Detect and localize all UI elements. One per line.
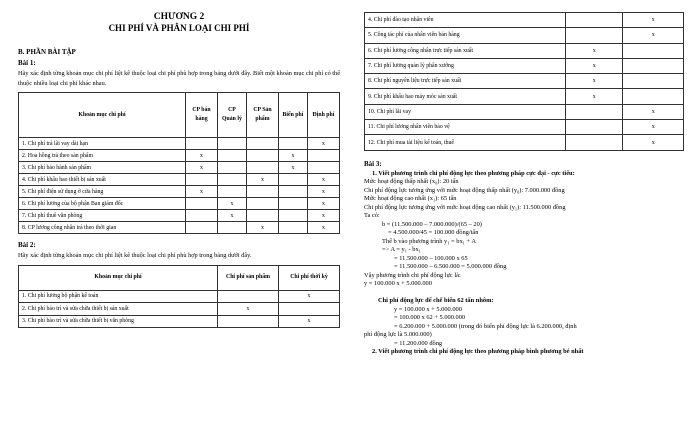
row-label: 7. Chi phí thuê văn phòng — [19, 210, 186, 222]
bai2-heading: Bài 2: — [18, 241, 36, 249]
row-label: 2. Chi phí bảo trì và sửa chữa thiết bị sản xuất — [19, 303, 218, 316]
row-mark — [307, 162, 339, 174]
table-header-cell: CP Sản phẩm — [246, 93, 278, 138]
table-row — [365, 135, 684, 150]
solution-line: Ta có: — [364, 212, 380, 220]
solution-line — [364, 289, 684, 298]
row-mark — [623, 43, 684, 58]
solution-line: Chi phí động lực tương ứng với mức hoạt động cao nhất (y₁): 11.500.000 đồng — [364, 203, 566, 211]
row-mark: x — [307, 222, 339, 234]
row-label: 6. Chi phí lương công nhân trực tiếp sản xuất — [365, 43, 566, 58]
table-header-cell: CP bán hàng — [185, 93, 217, 138]
bai1-text: Hãy xác định từng khoản mục chi phí liệt kê thuộc loại chi phí phù hợp trong bảng dưới đây. Biết một khoản mục chi phí có thể thuộc nhiều loại chi phí khác nhau. — [18, 70, 340, 87]
row-label: 1. Chi phí trả lãi vay dài hạn — [19, 138, 186, 150]
chapter-subtitle: CHI PHÍ VÀ PHÂN LOẠI CHI PHÍ — [108, 23, 250, 33]
row-mark — [279, 186, 308, 198]
table-row — [19, 290, 340, 303]
solution-line: = 11.500.000 – 100.000 x 65 — [394, 254, 468, 262]
row-mark — [623, 89, 684, 104]
row-mark — [218, 138, 247, 150]
table-header-cell: Khoản mục chi phí — [19, 265, 218, 290]
table-row — [19, 198, 340, 210]
row-mark: x — [218, 210, 247, 222]
row-mark: x — [218, 303, 279, 316]
row-mark — [623, 74, 684, 89]
solution-line: = 11.500.000 – 6.500.000 = 5.000.000 đồng — [394, 263, 507, 271]
solution-line: Chi phí động lực tương ứng với mức hoạt động thấp nhất (y₀): 7.000.000 đồng — [364, 186, 565, 194]
row-mark — [279, 303, 340, 316]
bai3-solution — [364, 170, 684, 357]
solution-line: = 4.500.000/45 = 100.000 đồng/tấn — [388, 229, 479, 237]
row-label: 9. Chi phí khấu hao máy móc sản xuất — [365, 89, 566, 104]
row-mark: x — [279, 162, 308, 174]
row-label: 3. Chi phí bảo trì và sửa chữa thiết bị văn phòng — [19, 315, 218, 328]
row-mark: x — [279, 290, 340, 303]
row-label: 2. Hoa hồng trả theo sản phẩm — [19, 150, 186, 162]
row-mark: x — [565, 74, 622, 89]
row-label: 10. Chi phí lãi vay — [365, 104, 566, 119]
row-mark — [246, 150, 278, 162]
solution-line: Chi phí động lực để chế biến 62 tấn nhôm: — [378, 297, 494, 305]
row-mark — [218, 174, 247, 186]
bai2-table — [18, 265, 340, 329]
row-mark — [279, 138, 308, 150]
row-mark — [565, 13, 622, 28]
row-mark — [565, 104, 622, 119]
row-label: 8. CP lương công nhân trả theo thời gian — [19, 222, 186, 234]
row-label: 1. Chi phí lương bộ phận kế toán — [19, 290, 218, 303]
table-row — [365, 120, 684, 135]
solution-line: Thế b vào phương trình y₁ = bx₁ + A — [382, 237, 476, 245]
row-mark — [307, 150, 339, 162]
row-mark — [218, 315, 279, 328]
row-mark — [218, 150, 247, 162]
row-mark — [279, 198, 308, 210]
table-row — [19, 174, 340, 186]
row-mark: x — [565, 43, 622, 58]
table-row — [365, 74, 684, 89]
row-mark: x — [565, 58, 622, 73]
row-mark: x — [185, 162, 217, 174]
solution-line: y = 100.000 x + 5.000.000 — [394, 305, 462, 313]
row-mark — [279, 222, 308, 234]
table-row — [19, 210, 340, 222]
table-row — [365, 43, 684, 58]
row-mark — [218, 162, 247, 174]
row-mark — [246, 138, 278, 150]
table-row — [19, 162, 340, 174]
solution-line: 2. Viết phương trình chi phí động lực theo phương pháp bình phương bé nhất — [372, 348, 584, 356]
row-mark — [185, 198, 217, 210]
right-column — [364, 12, 684, 357]
solution-line: y = 100.000 x + 5.000.000 — [364, 280, 432, 288]
chapter-title: CHƯƠNG 2 — [153, 12, 205, 22]
bai1-heading: Bài 1: — [18, 59, 36, 67]
table-row — [365, 13, 684, 28]
row-mark — [246, 198, 278, 210]
solution-line: => A = y₁ - bx₁ — [382, 246, 421, 254]
row-label: 5. Công tác phí của nhân viên bán hàng — [365, 28, 566, 43]
row-mark: x — [307, 174, 339, 186]
row-label: 5. Chi phí điện sử dụng ở cửa hàng — [19, 186, 186, 198]
row-label: 4. Chi phí đào tạo nhân viên — [365, 13, 566, 28]
row-mark: x — [307, 138, 339, 150]
row-mark — [218, 222, 247, 234]
row-mark: x — [307, 198, 339, 210]
row-label: 8. Chi phí nguyên liệu trực tiếp sản xuất — [365, 74, 566, 89]
left-column — [18, 12, 340, 328]
table-row — [365, 28, 684, 43]
bai3-heading: Bài 3: — [364, 159, 382, 168]
row-label: 12. Chi phí mua tài liệu kế toán, thuế — [365, 135, 566, 150]
solution-line: phí động lực là 5.000.000) — [364, 331, 432, 339]
solution-line: 1. Viết phương trình chi phí động lực theo phương pháp cực đại - cực tiểu: — [372, 169, 575, 177]
row-mark — [185, 210, 217, 222]
row-mark: x — [623, 104, 684, 119]
row-mark — [279, 210, 308, 222]
row-mark — [185, 138, 217, 150]
row-mark — [218, 290, 279, 303]
solution-line: b = (11.500.000 – 7.000.000)/(65 – 20) — [382, 220, 482, 228]
row-mark: x — [307, 186, 339, 198]
table-row — [365, 104, 684, 119]
solution-line: = 100.000 x 62 + 5.000.000 — [394, 314, 466, 322]
row-mark: x — [623, 28, 684, 43]
table-row — [19, 303, 340, 316]
row-mark — [246, 210, 278, 222]
table-header-cell: Chi phí sản phẩm — [218, 265, 279, 290]
table-row — [365, 89, 684, 104]
table-header-cell: Khoản mục chi phí — [19, 93, 186, 138]
row-mark: x — [623, 135, 684, 150]
row-mark: x — [623, 120, 684, 135]
solution-line: = 11.200.000 đồng — [394, 339, 443, 347]
solution-line: = 6.200.000 + 5.000.000 (trong đó biến phí động lực là 6.200.000, định — [394, 322, 577, 330]
solution-line: Mức hoạt động thấp nhất (x₀): 20 tấn — [364, 178, 459, 186]
table-row — [19, 186, 340, 198]
row-mark: x — [218, 198, 247, 210]
row-label: 7. Chi phí lương quản lý phân xưởng — [365, 58, 566, 73]
row-mark: x — [185, 150, 217, 162]
row-label: 4. Chi phí khấu hao thiết bị sản xuất — [19, 174, 186, 186]
row-mark — [565, 135, 622, 150]
row-mark — [565, 120, 622, 135]
row-mark: x — [623, 13, 684, 28]
row-mark — [246, 186, 278, 198]
table-header-cell: Định phí — [307, 93, 339, 138]
row-mark — [623, 58, 684, 73]
table-header-cell: CP Quản lý — [218, 93, 247, 138]
section-heading: B. PHẦN BÀI TẬP — [18, 48, 76, 56]
row-mark — [279, 174, 308, 186]
row-label: 3. Chi phí bảo hành sản phẩm — [19, 162, 186, 174]
row-mark: x — [565, 89, 622, 104]
bai2-table-continued — [364, 12, 684, 151]
table-row — [365, 58, 684, 73]
row-mark: x — [279, 315, 340, 328]
table-row — [19, 222, 340, 234]
row-mark — [185, 174, 217, 186]
row-mark: x — [185, 186, 217, 198]
table-header-cell: Biến phí — [279, 93, 308, 138]
table-header-cell: Chi phí thời kỳ — [279, 265, 340, 290]
row-mark — [246, 162, 278, 174]
table-row — [19, 315, 340, 328]
bai1-table — [18, 92, 340, 234]
row-mark — [218, 186, 247, 198]
row-mark — [565, 28, 622, 43]
solution-line: Mức hoạt động cao nhất (x₁): 65 tấn — [364, 195, 457, 203]
row-mark: x — [307, 210, 339, 222]
row-label: 6. Chi phí lương của bộ phận Ban giám đốc — [19, 198, 186, 210]
solution-line: Vậy phương trình chi phí động lực là: — [364, 271, 461, 279]
table-row — [19, 138, 340, 150]
bai2-text: Hãy xác định từng khoản mục chi phí liệt kê thuộc loại chi phí phù hợp trong bảng dưới đây. — [18, 252, 252, 259]
row-mark: x — [279, 150, 308, 162]
row-mark: x — [246, 174, 278, 186]
row-mark: x — [246, 222, 278, 234]
table-row — [19, 150, 340, 162]
row-mark — [185, 222, 217, 234]
row-label: 11. Chi phí lương nhân viên bảo vệ — [365, 120, 566, 135]
